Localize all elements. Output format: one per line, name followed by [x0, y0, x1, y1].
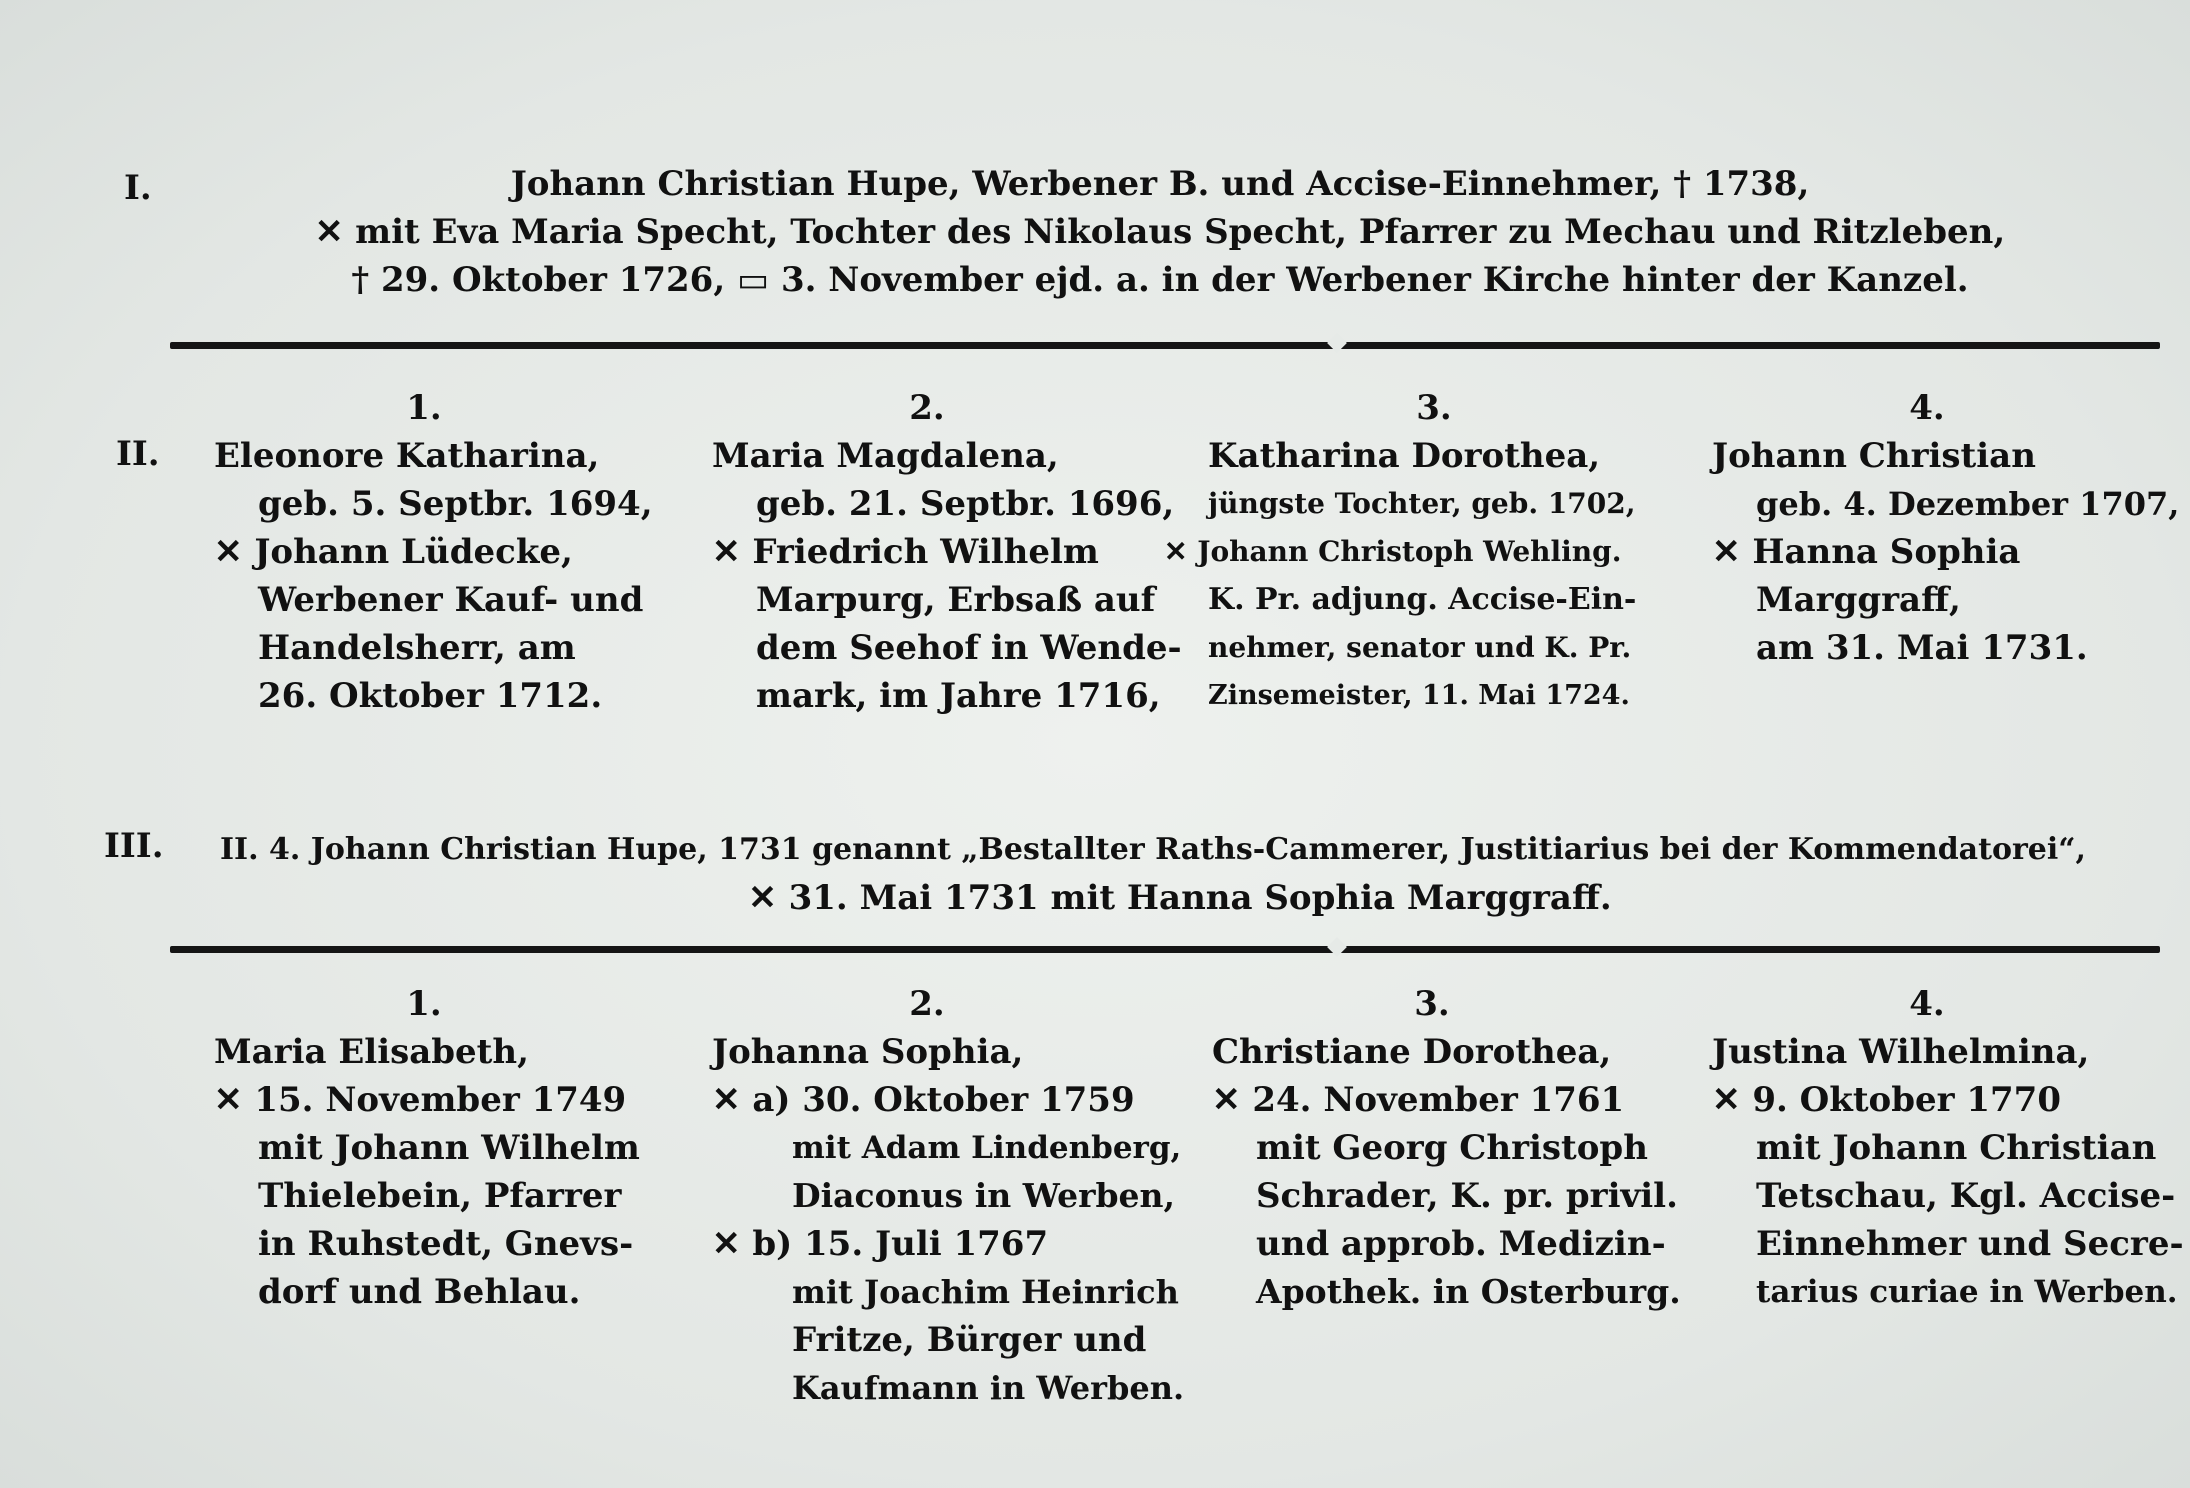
child-line: Kaufmann in Werben.	[792, 1369, 1185, 1407]
child-number: 2.	[909, 388, 945, 428]
child-line: mit Joachim Heinrich	[792, 1273, 1179, 1311]
child-line: Diaconus in Werben,	[792, 1176, 1176, 1215]
child-line: Christiane Dorothea,	[1212, 1032, 1612, 1072]
child-line: Maria Magdalena,	[712, 436, 1059, 476]
gen2-child-2	[712, 384, 1182, 720]
child-line: Johanna Sophia,	[712, 1032, 1024, 1072]
child-line: Zinsemeister, 11. Mai 1724.	[1208, 680, 1630, 711]
child-line: 26. Oktober 1712.	[258, 676, 603, 716]
child-line: am 31. Mai 1731.	[1756, 628, 2088, 668]
child-line: Marggraff,	[1756, 580, 1961, 620]
generation-3-heading	[220, 826, 2140, 922]
child-line: Thielebein, Pfarrer	[258, 1176, 622, 1216]
child-line: dorf und Behlau.	[258, 1272, 581, 1312]
child-number: 2.	[909, 984, 945, 1024]
child-line: mit Johann Christian	[1756, 1128, 2157, 1168]
generation-label-1: I.	[124, 168, 152, 208]
child-line: Fritze, Bürger und	[792, 1320, 1147, 1360]
child-line: Maria Elisabeth,	[214, 1032, 529, 1072]
gen2-child-3	[1164, 384, 1637, 720]
child-number: 4.	[1909, 984, 1945, 1024]
child-line: Werbener Kauf- und	[258, 580, 644, 620]
gen3-child-2	[712, 980, 1185, 1412]
child-line: dem Seehof in Wende-	[756, 628, 1182, 668]
gen2-child-1	[214, 384, 684, 720]
child-line: ✕ 9. Oktober 1770	[1712, 1080, 2061, 1120]
child-line: Einnehmer und Secre-	[1756, 1224, 2184, 1264]
child-line: Johann Christian	[1712, 436, 2036, 476]
child-line: ✕ 24. November 1761	[1212, 1080, 1625, 1120]
generation-label-3: III.	[104, 826, 164, 866]
child-line: Handelsherr, am	[258, 628, 576, 668]
divider-rule	[170, 342, 2160, 349]
gen3-child-4	[1712, 980, 2182, 1316]
gen3-child-1	[214, 980, 684, 1316]
child-line: Schrader, K. pr. privil.	[1256, 1176, 1678, 1216]
generation-1-entry	[300, 160, 2020, 304]
child-line: ✕ Hanna Sophia	[1712, 532, 2021, 572]
child-number: 1.	[406, 984, 442, 1024]
generation-label-2: II.	[116, 434, 160, 474]
child-line: mit Johann Wilhelm	[258, 1128, 640, 1168]
child-line: Justina Wilhelmina,	[1712, 1032, 2090, 1072]
child-number: 3.	[1414, 984, 1450, 1024]
child-line: Marpurg, Erbsaß auf	[756, 580, 1156, 620]
child-line: jüngste Tochter, geb. 1702,	[1208, 487, 1636, 520]
child-line: in Ruhstedt, Gnevs-	[258, 1224, 634, 1264]
child-line: ✕ b) 15. Juli 1767	[712, 1224, 1049, 1264]
child-line: Eleonore Katharina,	[214, 436, 600, 476]
child-line: ✕ Friedrich Wilhelm	[712, 532, 1099, 572]
divider-rule	[170, 946, 2160, 953]
child-line: mark, im Jahre 1716,	[756, 676, 1161, 716]
gen3-child-3	[1212, 980, 1682, 1316]
child-line: ✕ a) 30. Oktober 1759	[712, 1080, 1135, 1120]
gen1-line: † 29. Oktober 1726, ▭ 3. November ejd. a. in der Werbener Kirche hinter der Kanzel.	[351, 260, 1969, 300]
child-line: mit Georg Christoph	[1256, 1128, 1648, 1168]
gen1-line: Johann Christian Hupe, Werbener B. und Accise-Einnehmer, † 1738,	[510, 164, 1810, 204]
child-line: und approb. Medizin-	[1256, 1224, 1666, 1264]
child-line: ✕ 15. November 1749	[214, 1080, 627, 1120]
child-number: 1.	[406, 388, 442, 428]
child-line: Apothek. in Osterburg.	[1256, 1272, 1681, 1311]
child-line: geb. 4. Dezember 1707,	[1756, 485, 2180, 523]
child-line: Katharina Dorothea,	[1208, 436, 1601, 476]
child-line: tarius curiae in Werben.	[1756, 1274, 2178, 1310]
child-line: ✕ Johann Christoph Wehling.	[1164, 535, 1622, 568]
child-line: nehmer, senator und K. Pr.	[1208, 631, 1632, 664]
child-line: Tetschau, Kgl. Accise-	[1756, 1176, 2176, 1216]
child-line: geb. 21. Septbr. 1696,	[756, 484, 1175, 524]
child-number: 4.	[1909, 388, 1945, 428]
child-line: K. Pr. adjung. Accise-Ein-	[1208, 582, 1637, 617]
gen2-child-4	[1712, 384, 2182, 672]
child-number: 3.	[1416, 388, 1452, 428]
gen3-line: ✕ 31. Mai 1731 mit Hanna Sophia Marggraff.	[748, 878, 1612, 918]
child-line: ✕ Johann Lüdecke,	[214, 532, 573, 572]
gen1-line: ✕ mit Eva Maria Specht, Tochter des Nikolaus Specht, Pfarrer zu Mechau und Ritzleben,	[314, 212, 2006, 252]
child-line: geb. 5. Septbr. 1694,	[258, 484, 653, 524]
gen3-line: II. 4. Johann Christian Hupe, 1731 genannt „Bestallter Raths-Cammerer, Justitiarius bei der Kommendatorei“,	[220, 832, 2086, 867]
child-line: mit Adam Lindenberg,	[792, 1130, 1182, 1166]
